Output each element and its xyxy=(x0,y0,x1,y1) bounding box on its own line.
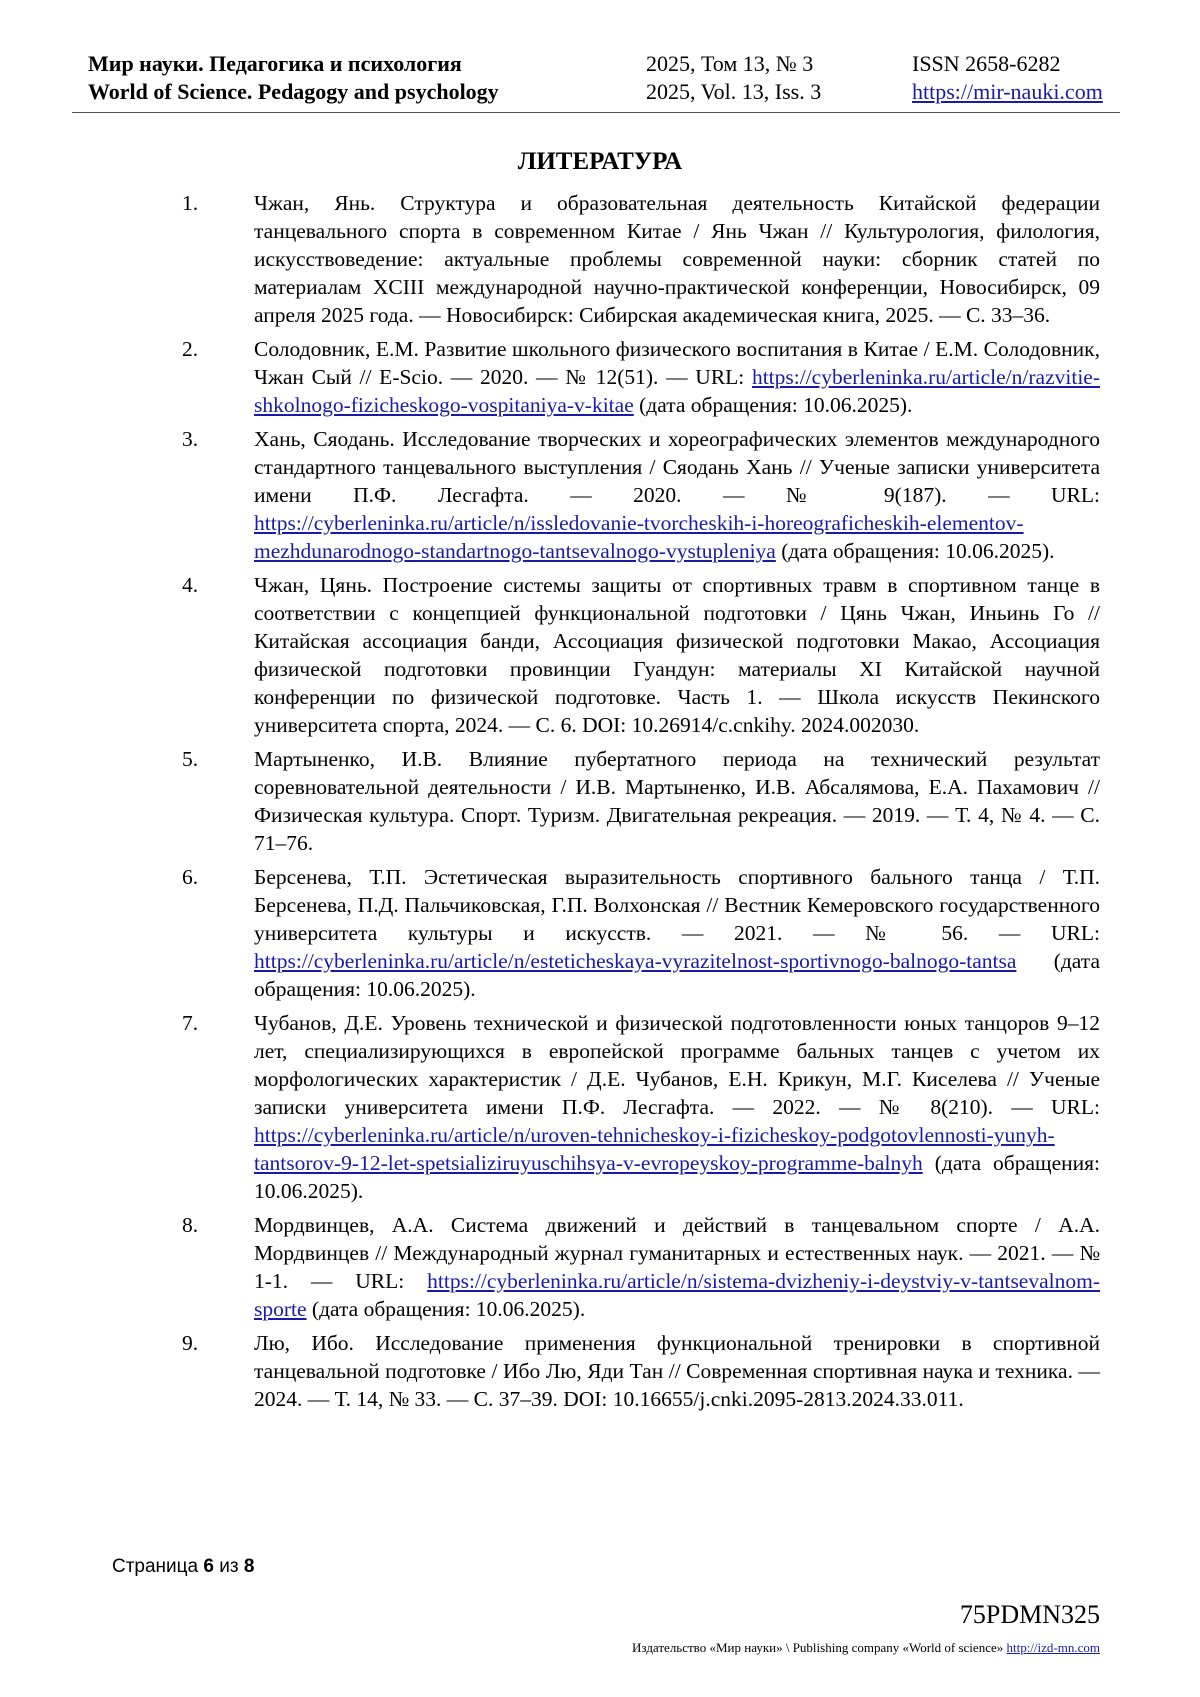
reference-item xyxy=(0,1211,1200,1323)
volume-en: 2025, Vol. 13, Iss. 3 xyxy=(646,79,822,104)
page-counter xyxy=(112,1556,254,1578)
reference-item xyxy=(0,189,1200,329)
reference-text xyxy=(254,425,1100,565)
reference-number: 5. xyxy=(182,747,199,771)
page-of: из xyxy=(219,1556,239,1577)
reference-text-after: (дата обращения: 10.06.2025). xyxy=(775,539,1055,563)
reference-number: 4. xyxy=(182,573,199,597)
reference-text-before: Мордвинцев, А.А. Система движений и действий в танцевальном спорте / А.А. Мордвинцев // Международный журнал гуманитарных и естественных наук. — 2021. — № 1-1. — URL: xyxy=(254,1213,1100,1293)
publisher-text: Издательство «Мир науки» \ Publishing company «World of science» xyxy=(632,1640,1004,1655)
reference-text-before: Хань, Сяодань. Исследование творческих и хореографических элементов международного стандартного танцевального выступления / Сяодань Хань // Ученые записки университета имени П.Ф. Лесгафта. — 2020. — № 9(187). — URL: xyxy=(254,427,1100,507)
reference-text: Лю, Ибо. Исследование применения функциональной тренировки в спортивной танцевальной подготовке / Ибо Лю, Яди Тан // Современная спортивная наука и техника. — 2024. — Т. 14, № 33. — С. 37–39. DOI: 10.16655/j.cnki.2095-2813.2024.33.011. xyxy=(254,1331,1100,1411)
reference-item xyxy=(0,863,1200,1003)
reference-text xyxy=(254,863,1100,1003)
issn: ISSN 2658-6282 xyxy=(912,51,1061,76)
section-title: ЛИТЕРАТУРА xyxy=(517,148,683,175)
reference-item xyxy=(0,335,1200,419)
reference-text xyxy=(254,335,1100,419)
reference-text xyxy=(254,1211,1100,1323)
page-header xyxy=(88,50,1120,112)
reference-link[interactable]: https://cyberleninka.ru/article/n/uroven-tehnicheskoy-i-fizicheskoy-podgotovlennosti-yunyh-tantsorov-9-12-let-spetsializiruyuschihsya-v-evropeyskoy-programme-balnyh xyxy=(254,1123,1055,1175)
reference-number: 9. xyxy=(182,1331,199,1355)
reference-text: Мартыненко, И.В. Влияние пубертатного периода на технический результат соревновательной деятельности / И.В. Мартыненко, И.В. Абсалямова, Е.А. Пахамович // Физическая культура. Спорт. Туризм. Двигательная рекреация. — 2019. — Т. 4, № 4. — С. 71–76. xyxy=(254,747,1100,855)
reference-text-after: (дата обращения: 10.06.2025). xyxy=(306,1297,586,1321)
reference-item xyxy=(0,571,1200,739)
reference-number: 2. xyxy=(182,337,199,361)
reference-number: 3. xyxy=(182,427,199,451)
reference-text-after: (дата обращения: 10.06.2025). xyxy=(633,393,913,417)
article-code: 75PDMN325 xyxy=(959,1600,1100,1629)
reference-text-after: (дата обращения: 10.06.2025). xyxy=(254,949,1100,1001)
reference-link[interactable]: https://cyberleninka.ru/article/n/issledovanie-tvorcheskih-i-horeograficheskih-elementov-mezhdunarodnogo-standartnogo-tantsevalnogo-vystupleniya xyxy=(254,511,1024,563)
reference-text-before: Берсенева, Т.П. Эстетическая выразительность спортивного бального танца / Т.П. Берсенева, П.Д. Пальчиковская, Г.П. Волхонская // Вестник Кемеровского государственного университета культуры и искусств. — 2021. — № 56. — URL: xyxy=(254,865,1100,945)
reference-link[interactable]: https://cyberleninka.ru/article/n/sistema-dvizheniy-i-deystviy-v-tantsevalnom-sporte xyxy=(254,1269,1100,1321)
journal-title-ru: Мир науки. Педагогика и психология xyxy=(88,51,462,76)
journal-title-en: World of Science. Pedagogy and psychology xyxy=(88,79,499,104)
reference-item xyxy=(0,745,1200,857)
reference-text-before: Чубанов, Д.Е. Уровень технической и физической подготовленности юных танцоров 9–12 лет, специализирующихся в европейской программе бальных танцев с учетом их морфологических характеристик / Д.Е. Чубанов, Е.Н. Крикун, М.Г. Киселева // Ученые записки университета имени П.Ф. Лесгафта. — 2022. — № 8(210). — URL: xyxy=(254,1011,1100,1119)
header-divider xyxy=(72,112,1120,113)
reference-item xyxy=(0,1329,1200,1413)
reference-link[interactable]: https://cyberleninka.ru/article/n/esteticheskaya-vyrazitelnost-sportivnogo-balnogo-tantsa xyxy=(254,949,1017,973)
reference-link[interactable]: https://cyberleninka.ru/article/n/razvitie-shkolnogo-fizicheskogo-vospitaniya-v-kitae xyxy=(254,365,1100,417)
reference-text-after: (дата обращения: 10.06.2025). xyxy=(254,1151,1100,1203)
publisher-line xyxy=(632,1640,1100,1656)
reference-text xyxy=(254,1009,1100,1205)
reference-list xyxy=(0,189,1200,1419)
reference-number: 6. xyxy=(182,865,199,889)
page-total: 8 xyxy=(243,1556,255,1577)
reference-number: 8. xyxy=(182,1213,199,1237)
publisher-link[interactable]: http://izd-mn.com xyxy=(1006,1640,1100,1655)
reference-number: 1. xyxy=(182,191,199,215)
reference-text: Чжан, Цянь. Построение системы защиты от спортивных травм в спортивном танце в соответствии с концепцией функциональной подготовки / Цянь Чжан, Иньинь Го // Китайская ассоциация банди, Ассоциация физической подготовки Макао, Ассоциация физической подготовки провинции Гуандун: материалы XI Китайской научной конференции по физической подготовке. Часть 1. — Школа искусств Пекинского университета спорта, 2024. — С. 6. DOI: 10.26914/c.cnkihy. 2024.002030. xyxy=(254,573,1100,737)
volume-ru: 2025, Том 13, № 3 xyxy=(646,51,814,76)
page-current: 6 xyxy=(203,1556,214,1577)
reference-item xyxy=(0,1009,1200,1205)
page-label: Страница xyxy=(112,1556,199,1577)
journal-site-link[interactable]: https://mir-nauki.com xyxy=(912,79,1103,104)
reference-text: Чжан, Янь. Структура и образовательная деятельность Китайской федерации танцевального спорта в современном Китае / Янь Чжан // Культурология, филология, искусствоведение: актуальные проблемы современной науки: сборник статей по материалам XCIII международной научно-практической конференции, Новосибирск, 09 апреля 2025 года. — Новосибирск: Сибирская академическая книга, 2025. — С. 33–36. xyxy=(254,191,1100,327)
reference-item xyxy=(0,425,1200,565)
reference-number: 7. xyxy=(182,1011,199,1035)
reference-text-before: Солодовник, Е.М. Развитие школьного физического воспитания в Китае / Е.М. Солодовник, Чжан Сый // E-Scio. — 2020. — № 12(51). — URL: xyxy=(254,337,1100,389)
